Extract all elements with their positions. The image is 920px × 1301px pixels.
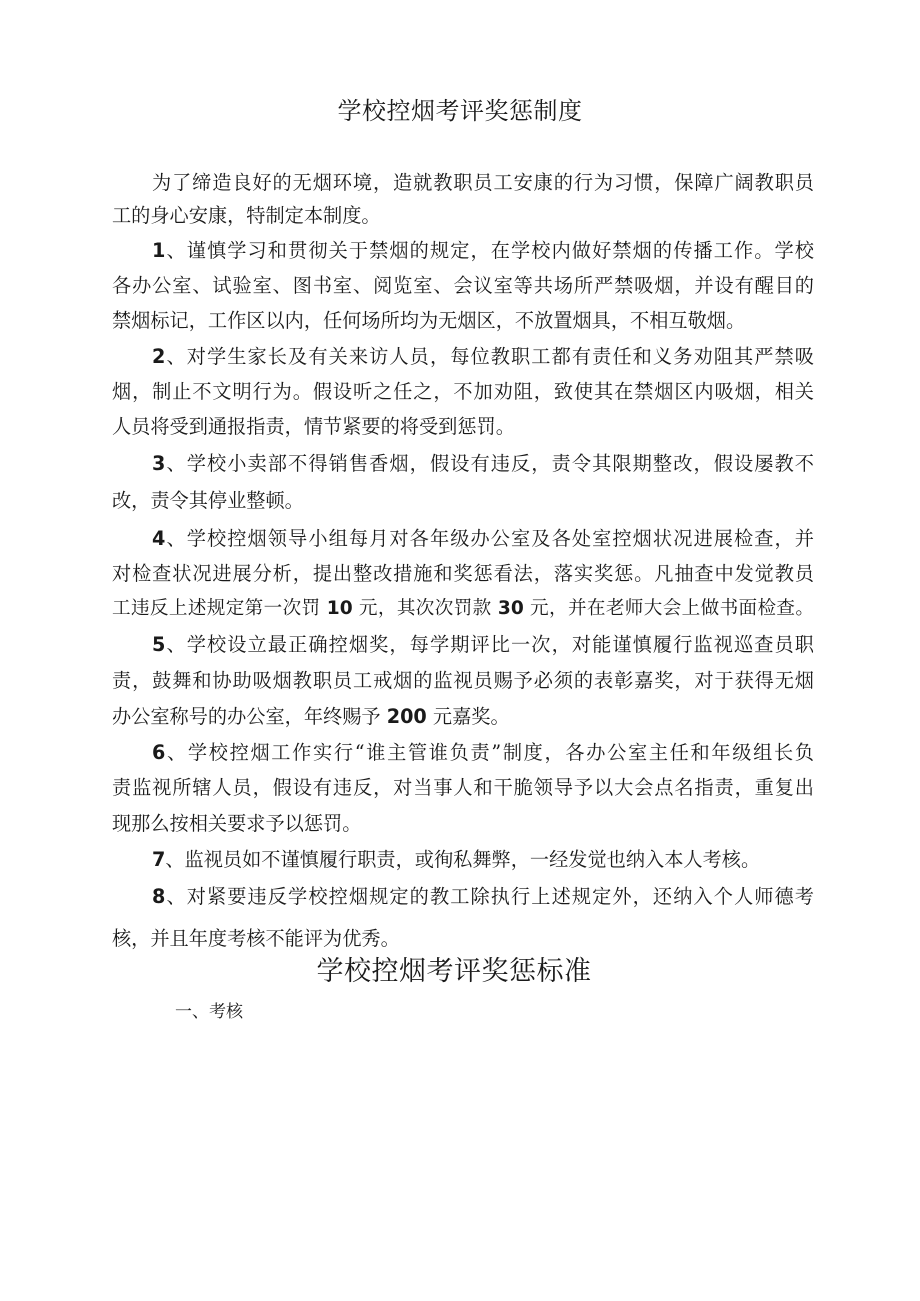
paragraph-line bbox=[152, 847, 792, 873]
paragraph-line: 工违反上述规定第一次罚 10 元，其次次罚款 30 元，并在老师大会上做书面检查。 bbox=[112, 598, 814, 619]
paragraph-line bbox=[152, 740, 814, 766]
paragraph-line bbox=[152, 884, 814, 910]
line-text: 、学校小卖部不得销售香烟，假设有违反，责令其限期整改，假设屡教不 bbox=[165, 452, 814, 475]
paragraph-line: 对检查状况进展分析，提出整改措施和奖惩看法，落实奖惩。凡抽查中发觉教员 bbox=[112, 562, 814, 585]
paragraph-line: 人员将受到通报指责，情节紧要的将受到惩罚。 bbox=[112, 415, 515, 438]
item-number: 7 bbox=[152, 848, 166, 871]
line-text: 、监视员如不谨慎履行职责，或徇私舞弊，一经发觉也纳入本人考核。 bbox=[165, 848, 761, 871]
paragraph-line bbox=[152, 238, 814, 264]
paragraph-line: 禁烟标记，工作区以内，任何场所均为无烟区，不放置烟具，不相互敬烟。 bbox=[112, 309, 746, 332]
item-number: 8 bbox=[152, 885, 166, 908]
line-text: 、学校控烟领导小组每月对各年级办公室及各处室控烟状况进展检查，并 bbox=[165, 527, 814, 550]
paragraph-line bbox=[152, 451, 814, 477]
line-text: 、学校控烟工作实行“谁主管谁负责”制度，各办公室主任和年级组长负 bbox=[165, 741, 814, 764]
item-number: 5 bbox=[152, 633, 166, 656]
item-number: 2 bbox=[152, 345, 166, 368]
paragraph-line: 责监视所辖人员，假设有违反，对当事人和干脆领导予以大会点名指责，重复出 bbox=[112, 776, 814, 799]
paragraph-line: 核，并且年度考核不能评为优秀。 bbox=[112, 927, 400, 950]
line-text: 、学校设立最正确控烟奖，每学期评比一次，对能谨慎履行监视巡查员职 bbox=[165, 633, 814, 656]
item-number: 6 bbox=[152, 741, 166, 764]
item-number: 1 bbox=[152, 239, 166, 262]
line-text: 、对紧要违反学校控烟规定的教工除执行上述规定外，还纳入个人师德考 bbox=[165, 885, 814, 908]
paragraph-line bbox=[152, 526, 814, 552]
paragraph-line: 改，责令其停业整顿。 bbox=[112, 489, 304, 512]
paragraph-line: 为了缔造良好的无烟环境，造就教职员工安康的行为习惯，保障广阔教职员 bbox=[152, 171, 814, 194]
item-number: 3 bbox=[152, 452, 166, 475]
paragraph-line: 责，鼓舞和协助吸烟教职员工戒烟的监视员赐予必须的表彰嘉奖，对于获得无烟 bbox=[112, 669, 814, 692]
paragraph-line bbox=[152, 632, 814, 658]
section-heading: 一、考核 bbox=[175, 1002, 243, 1022]
paragraph-line: 办公室称号的办公室，年终赐予 200 元嘉奖。 bbox=[112, 705, 510, 728]
paragraph-line: 各办公室、试验室、图书室、阅览室、会议室等共场所严禁吸烟，并设有醒目的 bbox=[112, 274, 814, 297]
line-text: 、谨慎学习和贯彻关于禁烟的规定，在学校内做好禁烟的传播工作。学校 bbox=[165, 239, 814, 262]
paragraph-line: 烟，制止不文明行为。假设听之任之，不加劝阻，致使其在禁烟区内吸烟，相关 bbox=[112, 380, 814, 403]
paragraph-line bbox=[152, 344, 814, 370]
document-title: 学校控烟考评奖惩制度 bbox=[337, 97, 583, 125]
item-number: 4 bbox=[152, 527, 166, 550]
paragraph-line: 工的身心安康，特制定本制度。 bbox=[112, 204, 381, 227]
paragraph-line: 现那么按相关要求予以惩罚。 bbox=[112, 812, 362, 835]
section-title: 学校控烟考评奖惩标准 bbox=[316, 956, 592, 987]
line-text: 、对学生家长及有关来访人员，每位教职工都有责任和义务劝阻其严禁吸 bbox=[165, 345, 814, 368]
